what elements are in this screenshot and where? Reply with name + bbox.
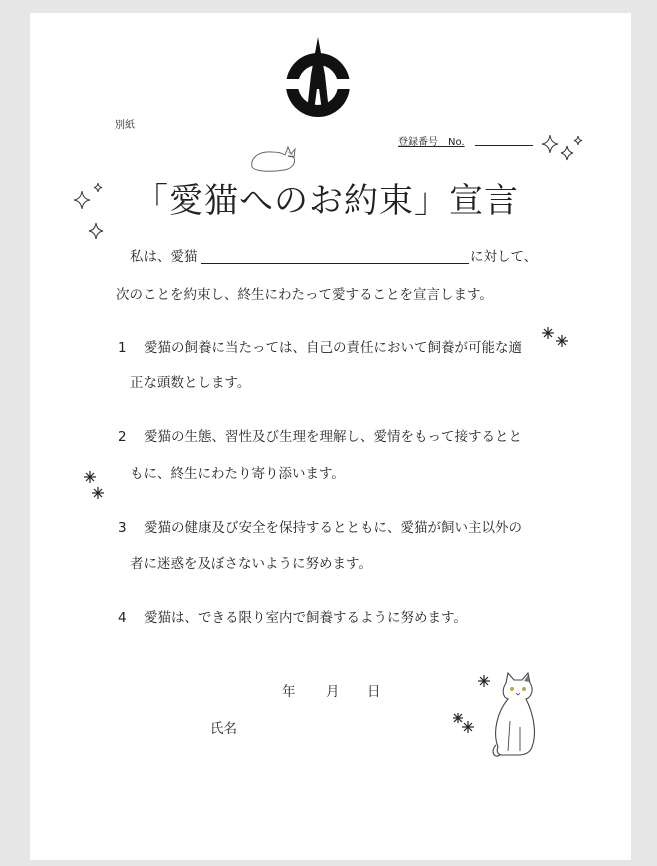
city-emblem-icon [281,35,355,123]
sparkle-icon [540,325,570,355]
date-month-label: 月 [326,684,340,700]
item-number: 2 [118,429,127,445]
signature-name-label: 氏名 [210,721,237,737]
sparkle-icon [72,181,112,246]
item-text: 愛猫の生態、習性及び生理を理解し、愛情をもって接するとと [144,429,522,445]
sparkle-icon [540,133,590,173]
sparkle-icon [82,469,108,503]
document-page [30,13,631,860]
item-text: 愛猫の健康及び安全を保持するとともに、愛猫が飼い主以外の [144,520,522,536]
item-number: 3 [118,520,127,536]
sitting-cat-icon [488,671,540,763]
date-year-label: 年 [282,684,296,700]
item-text: 愛猫は、できる限り室内で飼養するように努めます。 [144,610,467,626]
intro-prefix: 私は、愛猫 [130,249,198,265]
sleeping-cat-icon [248,143,298,173]
intro-suffix: に対して、 [470,249,538,265]
item-number: 1 [118,340,127,356]
item-text-cont: もに、終生にわたり寄り添います。 [130,466,345,482]
attachment-label: 別紙 [115,120,135,131]
item-text-cont: 正な頭数とします。 [130,375,251,391]
cat-name-line [201,263,469,264]
document-title: 「愛猫へのお約束」宣言 [134,181,519,221]
intro-line2: 次のことを約束し、終生にわたって愛することを宣言します。 [116,287,493,303]
registration-label: 登録番号 No. [398,137,465,148]
item-text-cont: 者に迷惑を及ぼさないように努めます。 [130,556,372,572]
item-number: 4 [118,610,127,626]
date-day-label: 日 [367,684,381,700]
item-text: 愛猫の飼養に当たっては、自己の責任において飼養が可能な適 [144,340,522,356]
registration-number-line [475,145,533,146]
